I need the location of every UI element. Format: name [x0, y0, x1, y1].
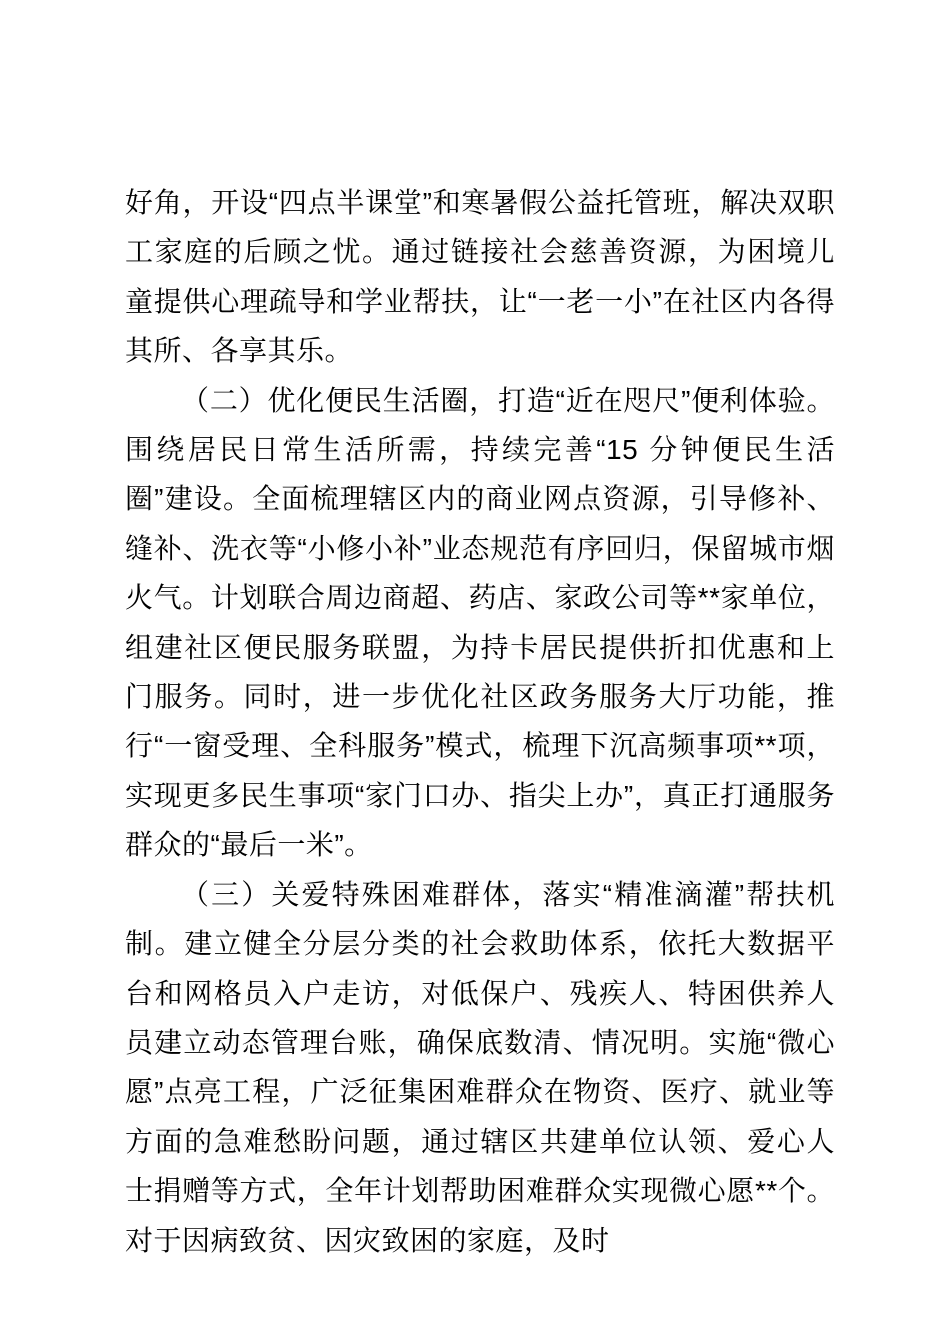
document-body-text: [125, 178, 835, 1265]
paragraph-section-three: （三）关爱特殊困难群体，落实“精准滴灌”帮扶机制。建立健全分层分类的社会救助体系，依托大数据平台和网格员入户走访，对低保户、残疾人、特困供养人员建立动态管理台账，确保底数清、情况明。实施“微心愿”点亮工程，广泛征集困难群众在物资、医疗、就业等方面的急难愁盼问题，通过辖区共建单位认领、爱心人士捐赠等方式，全年计划帮助困难群众实现微心愿**个。对于因病致贫、因灾致困的家庭，及时: [125, 878, 835, 1256]
paragraph-section-two: （二）优化便民生活圈，打造“近在咫尺”便利体验。围绕居民日常生活所需，持续完善“15 分钟便民生活圈”建设。全面梳理辖区内的商业网点资源，引导修补、缝补、洗衣等“小修小补”业态规范有序回归，保留城市烟火气。计划联合周边商超、药店、家政公司等**家单位，组建社区便民服务联盟，为持卡居民提供折扣优惠和上门服务。同时，进一步优化社区政务服务大厅功能，推行“一窗受理、全科服务”模式，梳理下沉高频事项**项，实现更多民生事项“家门口办、指尖上办”，真正打通服务群众的“最后一米”。: [125, 384, 835, 861]
paragraph-continuation: 好角，开设“四点半课堂”和寒暑假公益托管班，解决双职工家庭的后顾之忧。通过链接社会慈善资源，为困境儿童提供心理疏导和学业帮扶，让“一老一小”在社区内各得其所、各享其乐。: [125, 187, 835, 367]
